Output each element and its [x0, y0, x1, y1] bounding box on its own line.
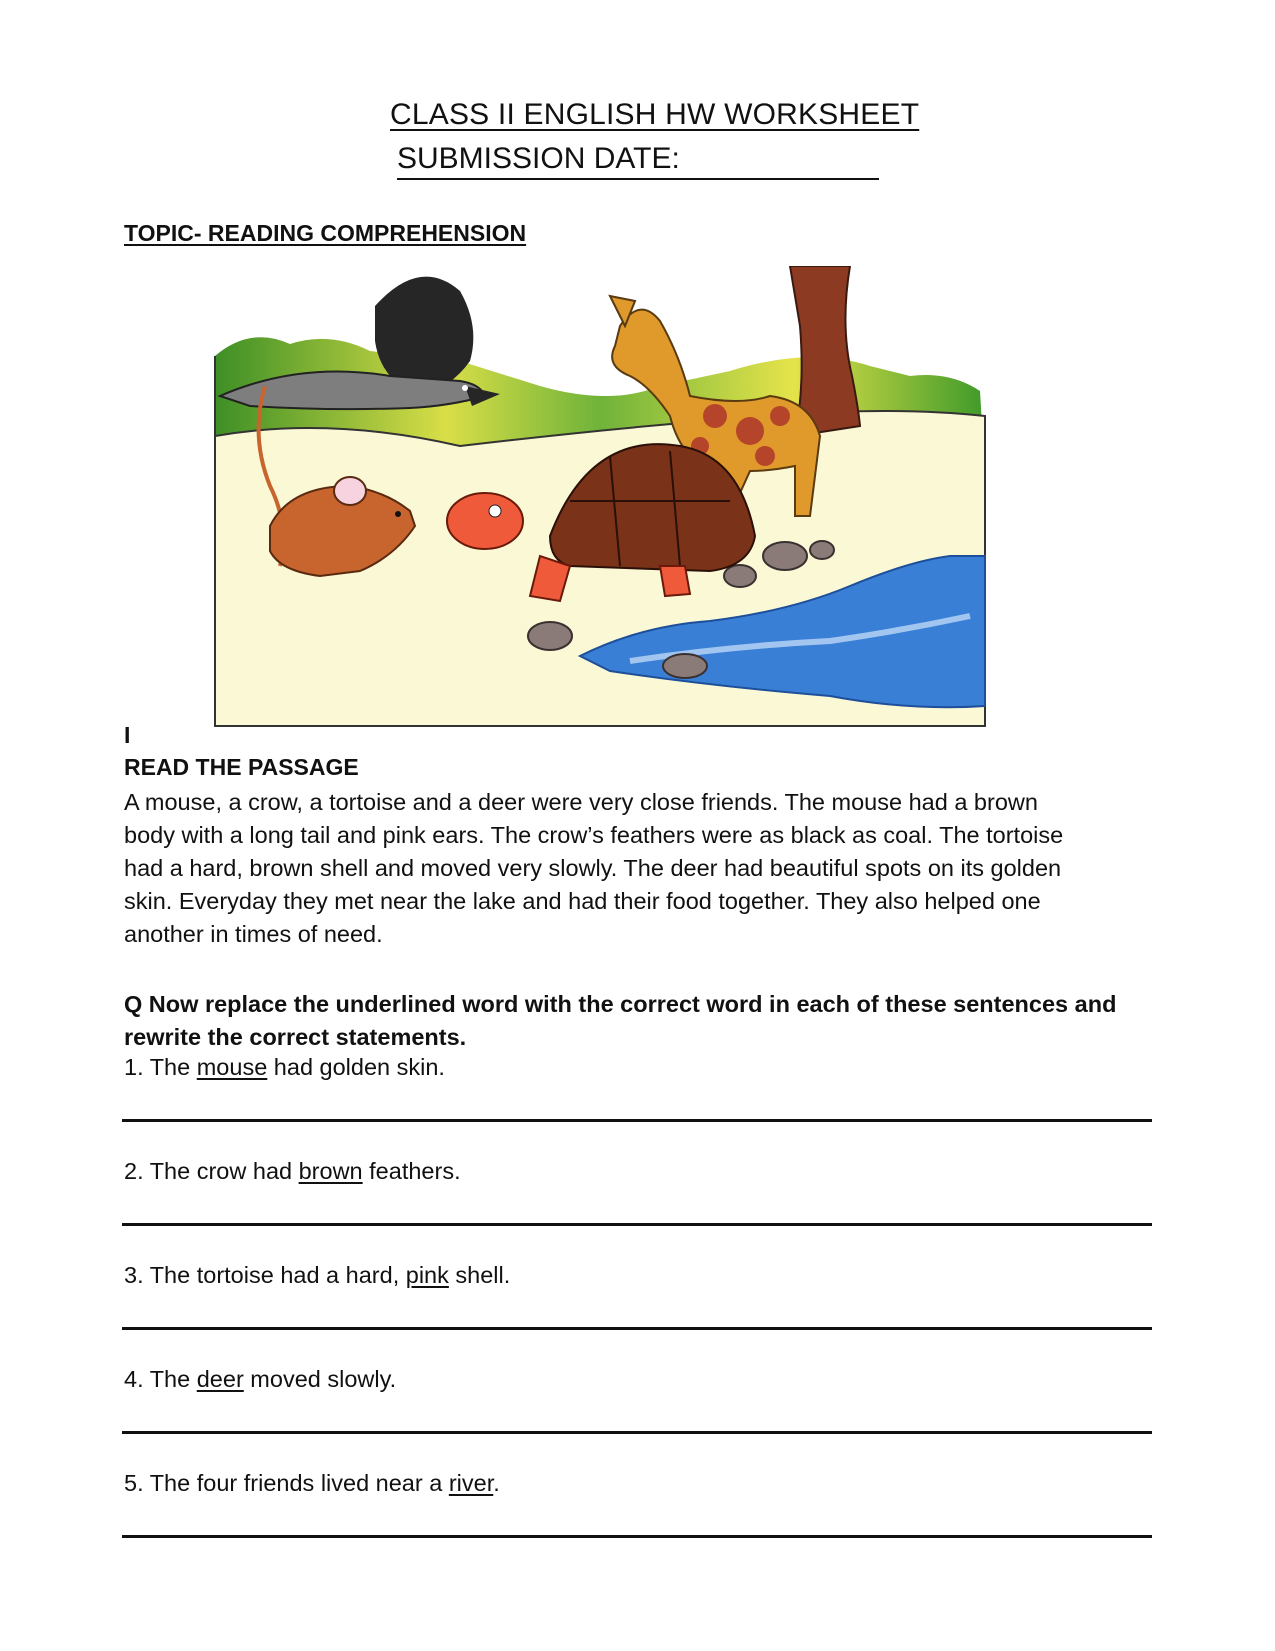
question-item-1: 1. The mouse had golden skin. [124, 1054, 445, 1080]
animal-friends-illustration [210, 266, 995, 728]
underlined-word: river [448, 1470, 494, 1496]
answer-line-1[interactable] [122, 1119, 1152, 1122]
question-item-3: 3. The tortoise had a hard, pink shell. [124, 1262, 511, 1288]
submission-date-blank[interactable] [397, 178, 879, 180]
answer-line-2[interactable] [122, 1223, 1152, 1226]
question-item-5: 5. The four friends lived near a river. [124, 1470, 500, 1496]
passage-text [124, 786, 1164, 951]
question-item-4: 4. The deer moved slowly. [124, 1366, 397, 1392]
answer-line-4[interactable] [122, 1431, 1152, 1434]
passage-line: skin. Everyday they met near the lake and had their food together. They also helped one [124, 888, 1041, 914]
passage-line: another in times of need. [124, 921, 383, 947]
underlined-word: deer [196, 1366, 244, 1392]
section-numeral: I [124, 722, 131, 748]
passage-line: A mouse, a crow, a tortoise and a deer were very close friends. The mouse had a brown [124, 789, 1038, 815]
topic-heading: TOPIC- READING COMPREHENSION [124, 220, 527, 246]
answer-line-3[interactable] [122, 1327, 1152, 1330]
underlined-word: pink [405, 1262, 449, 1288]
worksheet-title: CLASS II ENGLISH HW WORKSHEET [390, 98, 920, 131]
question-item-2: 2. The crow had brown feathers. [124, 1158, 461, 1184]
question-instruction: Q Now replace the underlined word with the correct word in each of these sentences and rewrite the correct statements. [124, 991, 1117, 1050]
read-passage-heading: READ THE PASSAGE [124, 754, 359, 780]
passage-line: had a hard, brown shell and moved very slowly. The deer had beautiful spots on its golden [124, 855, 1062, 881]
answer-line-5[interactable] [122, 1535, 1152, 1538]
underlined-word: mouse [196, 1054, 268, 1080]
underlined-word: brown [298, 1158, 363, 1184]
submission-date-label: SUBMISSION DATE: [397, 142, 680, 175]
passage-line: body with a long tail and pink ears. The crow’s feathers were as black as coal. The tortoise [124, 822, 1064, 848]
